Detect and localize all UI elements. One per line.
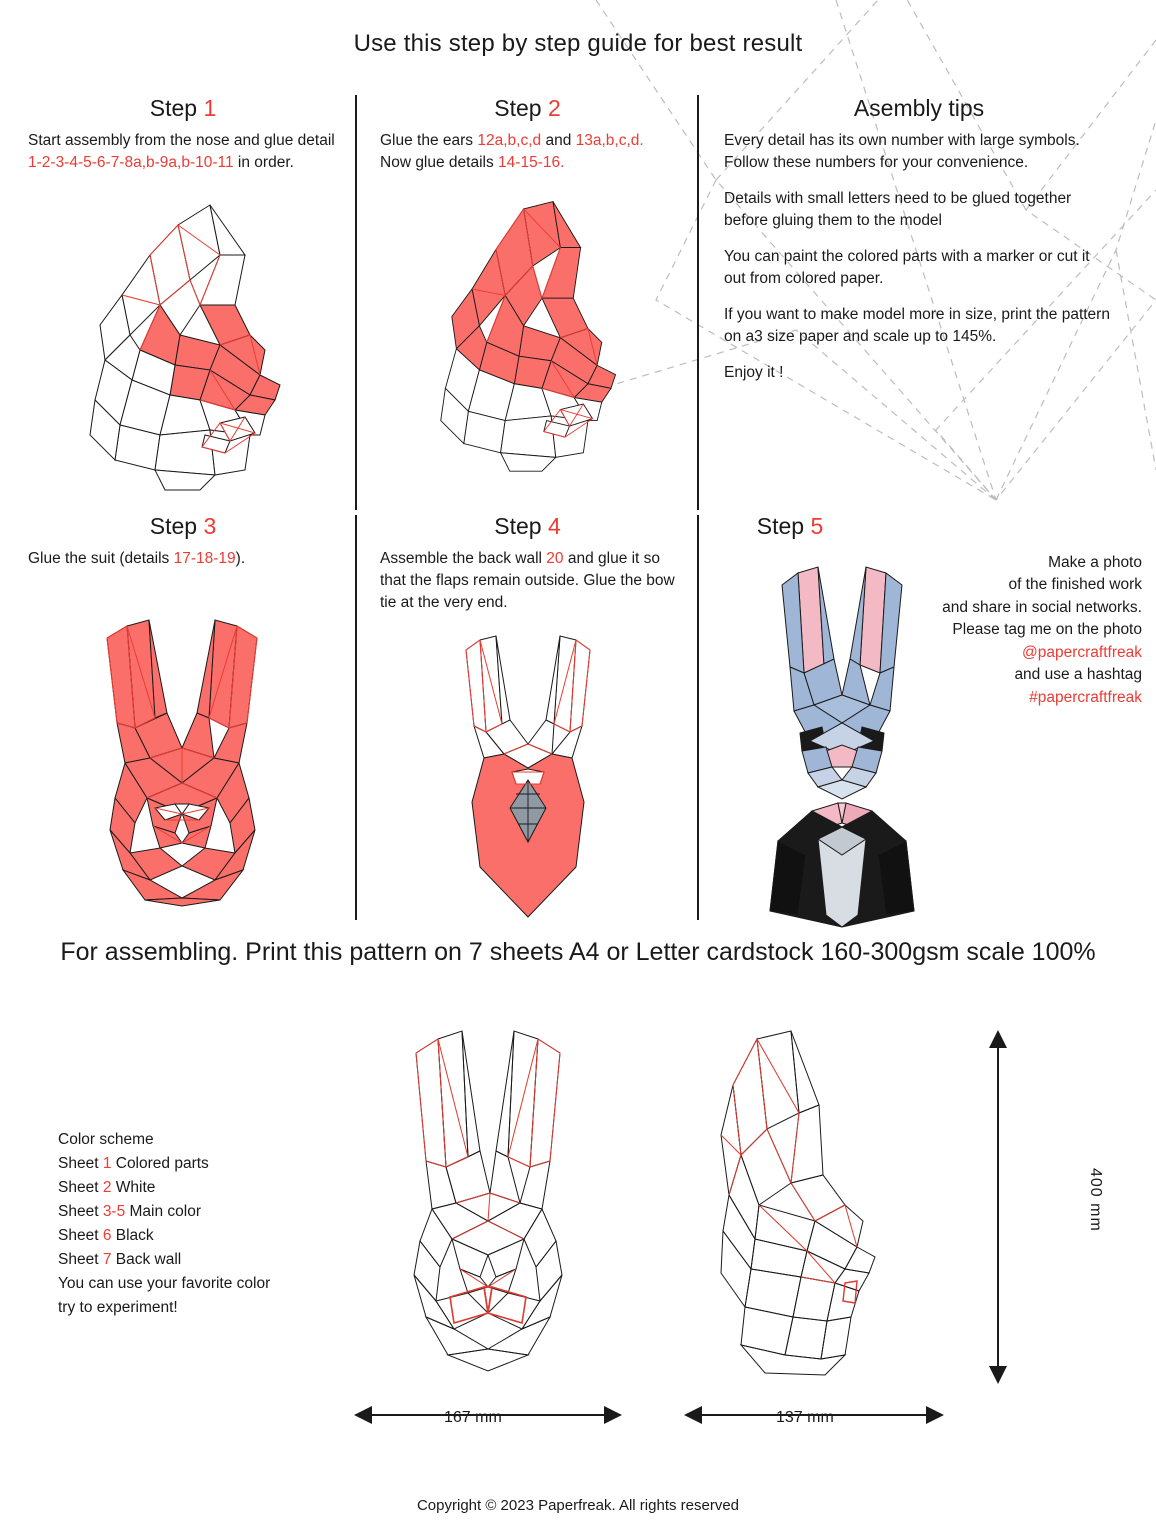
share-line-1: Make a photo: [1048, 554, 1142, 571]
step-1-title-prefix: Step: [149, 95, 204, 121]
divider-col1: [355, 95, 357, 510]
step-3-figure: [75, 608, 290, 908]
assembly-tips-title: Asembly tips: [853, 95, 985, 121]
dimension-front-width: 167 mm: [444, 1409, 502, 1426]
step-3-details: 17-18-19: [173, 550, 236, 567]
step-2: [380, 95, 675, 174]
step-1-body: [28, 130, 338, 174]
step-4-figure: [448, 632, 608, 922]
step-2-text-c: Now glue details: [380, 154, 499, 171]
dimension-arrows: [330, 1010, 1030, 1440]
step-1-text-a: Start assembly from the nose and glue detail: [28, 132, 335, 149]
share-line-4: Please tag me on the photo: [952, 621, 1142, 639]
step-2-title-prefix: Step: [494, 95, 548, 121]
sheet-num-5: 7: [102, 1251, 112, 1269]
share-line-3: and share in social networks.: [942, 598, 1142, 616]
sheet-label-4: Sheet: [58, 1227, 103, 1245]
step-1-number: 1: [203, 95, 217, 121]
step-3-title: [28, 513, 338, 540]
step-2-ears-b: 13a,b,c,d.: [575, 132, 644, 149]
step-5-title: [700, 513, 880, 540]
share-text: [912, 552, 1142, 709]
step-1: [28, 95, 338, 174]
sheet-num-3: 3-5: [102, 1203, 126, 1221]
step-4-title: [380, 513, 675, 540]
sheet-value-5: Back wall: [111, 1251, 182, 1269]
step-5-number: 5: [810, 513, 824, 539]
step-1-figure: [60, 185, 310, 495]
color-scheme-title: Color scheme: [58, 1131, 154, 1148]
step-3-text-b: ).: [235, 550, 246, 567]
step-2-body: [380, 130, 675, 174]
step-2-text-a: Glue the ears: [380, 132, 478, 149]
color-scheme-note-2: try to experiment!: [58, 1299, 178, 1317]
copyright-text: Copyright © 2023 Paperfreak. All rights reserved: [416, 1497, 740, 1514]
step-2-number: 2: [547, 95, 561, 121]
share-line-5: and use a hashtag: [1014, 666, 1142, 684]
step-1-text-b: in order.: [233, 154, 294, 171]
divider-col2: [697, 95, 699, 510]
step-1-title: [28, 95, 338, 122]
step-4-detail: 20: [546, 550, 564, 567]
step-4: [380, 513, 675, 614]
sheet-label-3: Sheet: [58, 1203, 103, 1221]
step-5-title-prefix: Step: [756, 513, 811, 539]
tip-3: You can paint the colored parts with a marker or cut it out from colored paper.: [724, 248, 1090, 287]
step-2-details: 14-15-16.: [498, 154, 565, 171]
assembly-tips: [724, 95, 1114, 398]
divider-col2-row2: [697, 515, 699, 920]
tip-1: Every detail has its own number with large symbols. Follow these numbers for your convenience.: [724, 132, 1080, 171]
sheet-num-4: 6: [102, 1227, 112, 1245]
step-2-title: [380, 95, 675, 122]
dimension-side-width: 137 mm: [776, 1409, 834, 1426]
color-scheme-row-3: [58, 1200, 270, 1224]
step-4-text-a: Assemble the back wall: [380, 550, 547, 567]
divider-col1-row2: [355, 515, 357, 920]
step-4-number: 4: [547, 513, 561, 539]
sheet-num-1: 1: [102, 1155, 112, 1173]
step-3-title-prefix: Step: [149, 513, 204, 539]
share-line-2: of the finished work: [1008, 576, 1142, 594]
sheet-num-2: 2: [102, 1179, 112, 1197]
color-scheme-row-5: [58, 1248, 270, 1272]
step-4-title-prefix: Step: [494, 513, 548, 539]
sheet-value-3: Main color: [125, 1203, 202, 1221]
sheet-value-4: Black: [111, 1227, 154, 1245]
step-3-text-a: Glue the suit (details: [28, 550, 174, 567]
sheet-value-1: Colored parts: [111, 1155, 209, 1173]
assembly-tips-body: [724, 130, 1114, 384]
share-handle[interactable]: @papercraftfreak: [1022, 643, 1142, 661]
tip-2: Details with small letters need to be glued together before gluing them to the model: [724, 190, 1072, 229]
step-4-text-b: and glue it so that the flaps remain outside. Glue the bow tie at the very end.: [380, 550, 675, 611]
dimension-height: 400 mm: [1087, 1168, 1104, 1232]
step-2-ears-a: 12a,b,c,d: [477, 132, 542, 149]
sheet-label-1: Sheet: [58, 1155, 103, 1173]
step-2-figure: [415, 180, 645, 490]
step-3-body: [28, 548, 338, 570]
tip-5: Enjoy it !: [724, 364, 784, 381]
step-1-detail-list: 1-2-3-4-5-6-7-8a,b-9a,b-10-11: [28, 154, 234, 171]
sheet-label-2: Sheet: [58, 1179, 103, 1197]
tip-4: If you want to make model more in size, print the pattern on a3 size paper and scale up to 145%.: [724, 306, 1110, 345]
assembling-instruction: For assembling. Print this pattern on 7 sheets A4 or Letter cardstock 160-300gsm scale 100%: [60, 938, 1096, 966]
step-2-text-b: and: [541, 132, 576, 149]
color-scheme-note-1: You can use your favorite color: [58, 1275, 271, 1293]
color-scheme: [58, 1128, 270, 1320]
sheet-value-2: White: [111, 1179, 156, 1197]
step-4-body: [380, 548, 675, 614]
step-3: [28, 513, 338, 570]
color-scheme-row-2: [58, 1176, 270, 1200]
color-scheme-row-1: [58, 1152, 270, 1176]
color-scheme-row-4: [58, 1224, 270, 1248]
page-title: Use this step by step guide for best result: [353, 30, 803, 57]
step-3-number: 3: [203, 513, 217, 539]
step-5: [700, 513, 880, 548]
share-hashtag[interactable]: #papercraftfreak: [1029, 688, 1142, 706]
sheet-label-5: Sheet: [58, 1251, 103, 1269]
